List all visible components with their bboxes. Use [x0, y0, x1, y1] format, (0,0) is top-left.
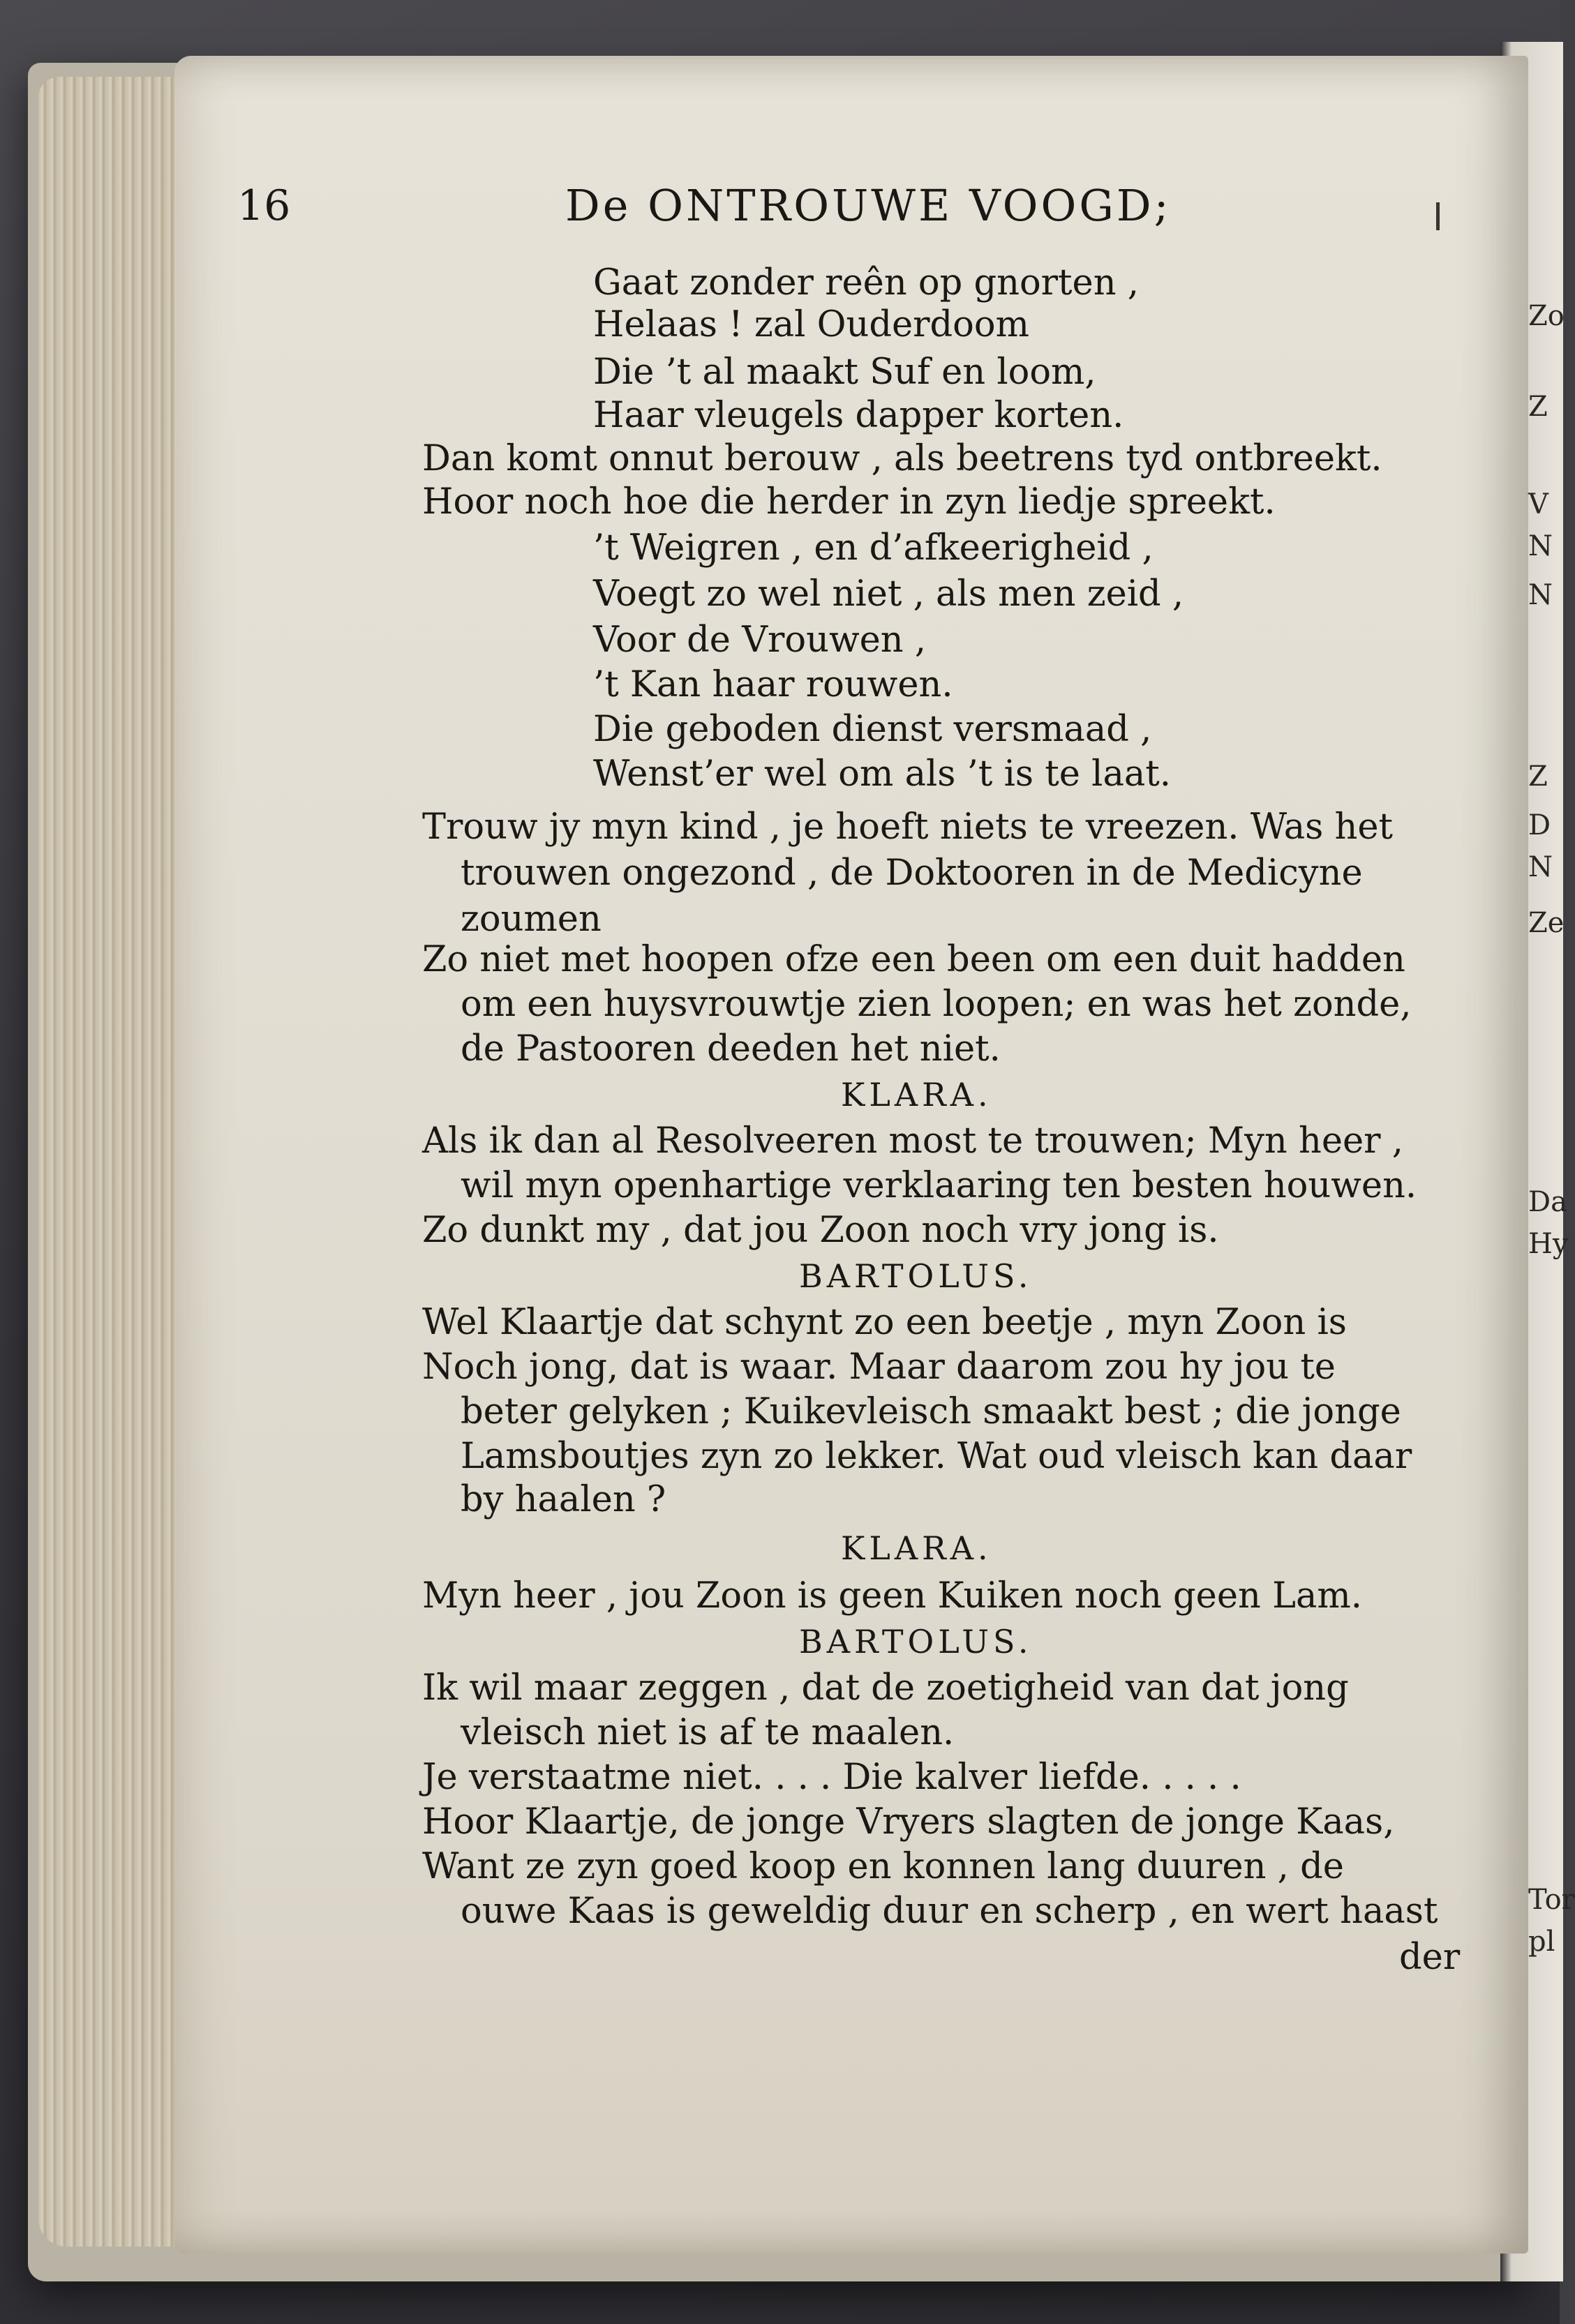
text-line: trouwen ongezond , de Doktooren in de Medicyne [461, 853, 1363, 894]
text-line: beter gelyken ; Kuikevleisch smaakt best ; die jonge [461, 1391, 1401, 1432]
text-line: Hoor Klaartje, de jonge Vryers slagten de jonge Kaas, [422, 1801, 1395, 1843]
opposite-page-fragment: Ze [1528, 907, 1565, 939]
text-line: Noch jong, dat is waar. Maar daarom zou hy jou te [422, 1347, 1336, 1388]
text-line: Ik wil maar zeggen , dat de zoetigheid van dat jong [422, 1667, 1349, 1709]
text-line: Zo niet met hoopen ofze een been om een duit hadden [422, 939, 1405, 980]
text-line: Voegt zo wel niet , als men zeid , [593, 573, 1184, 615]
text-line: Myn heer , jou Zoon is geen Kuiken noch geen Lam. [422, 1575, 1362, 1617]
text-line: Als ik dan al Resolveeren most te trouwen; Myn heer , [422, 1120, 1403, 1162]
speaker-name: BARTOLUS. [799, 1623, 1033, 1660]
text-line: Gaat zonder reên op gnorten , [593, 262, 1139, 303]
speaker-name: BARTOLUS. [799, 1257, 1033, 1295]
opposite-page-fragment: Zo [1528, 300, 1565, 332]
text-line: ’t Kan haar rouwen. [593, 664, 953, 705]
text-line: Lamsboutjes zyn zo lekker. Wat oud vleisch kan daar [461, 1436, 1412, 1477]
text-line: om een huysvrouwtje zien loopen; en was het zonde, [461, 984, 1412, 1025]
text-line: Je verstaatme niet. . . . Die kalver liefde. . . . . [422, 1757, 1241, 1798]
opposite-page-fragment: Z [1528, 391, 1548, 423]
text-line: Die geboden dienst versmaad , [593, 709, 1152, 750]
text-line: wil myn openhartige verklaaring ten besten houwen. [461, 1165, 1417, 1206]
text-line: Hoor noch hoe die herder in zyn liedje spreekt. [422, 481, 1276, 523]
text-line: der [1399, 1937, 1461, 1978]
opposite-page-fragment: V [1528, 488, 1548, 520]
text-line: Voor de Vrouwen , [593, 620, 927, 661]
text-line: Want ze zyn goed koop en konnen lang duuren , de [422, 1846, 1344, 1887]
text-line: Wel Klaartje dat schynt zo een beetje , myn Zoon is [422, 1302, 1347, 1343]
opposite-page-fragment: N [1528, 530, 1553, 562]
opposite-page-fragment: Hy [1528, 1228, 1569, 1260]
speaker-name: KLARA. [841, 1529, 992, 1567]
text-line: vleisch niet is af te maalen. [461, 1712, 955, 1753]
text-line: by haalen ? [461, 1479, 666, 1520]
opposite-page-fragment: N [1528, 851, 1553, 883]
opposite-page-fragment: pl [1528, 1926, 1555, 1958]
text-line: Die ’t al maakt Suf en loom, [593, 352, 1096, 393]
text-line: zoumen [461, 899, 602, 940]
text-line: de Pastooren deeden het niet. [461, 1028, 1001, 1070]
running-title: De ONTROUWE VOOGD; [565, 180, 1172, 231]
opposite-page-fragment: Da [1528, 1186, 1567, 1218]
text-line: Haar vleugels dapper korten. [593, 395, 1124, 436]
text-line: Zo dunkt my , dat jou Zoon noch vry jong is. [422, 1210, 1219, 1251]
text-line: Wenst’er wel om als ’t is te laat. [593, 754, 1172, 795]
opposite-page-fragment: N [1528, 579, 1553, 611]
text-line: ouwe Kaas is geweldig duur en scherp , en wert haast [461, 1891, 1438, 1932]
margin-mark [1436, 202, 1440, 230]
opposite-page-fragment: Tor [1528, 1884, 1575, 1916]
opposite-page-fragment: D [1528, 809, 1551, 841]
text-line: Helaas ! zal Ouderdoom [593, 304, 1029, 345]
speaker-name: KLARA. [841, 1076, 992, 1114]
opposite-page-fragment: Z [1528, 760, 1548, 793]
text-line: ’t Weigren , en d’afkeerigheid , [593, 527, 1154, 569]
text-line: Dan komt onnut berouw , als beetrens tyd ontbreekt. [422, 438, 1382, 479]
page-number: 16 [237, 181, 291, 230]
text-line: Trouw jy myn kind , je hoeft niets te vreezen. Was het [422, 807, 1394, 848]
